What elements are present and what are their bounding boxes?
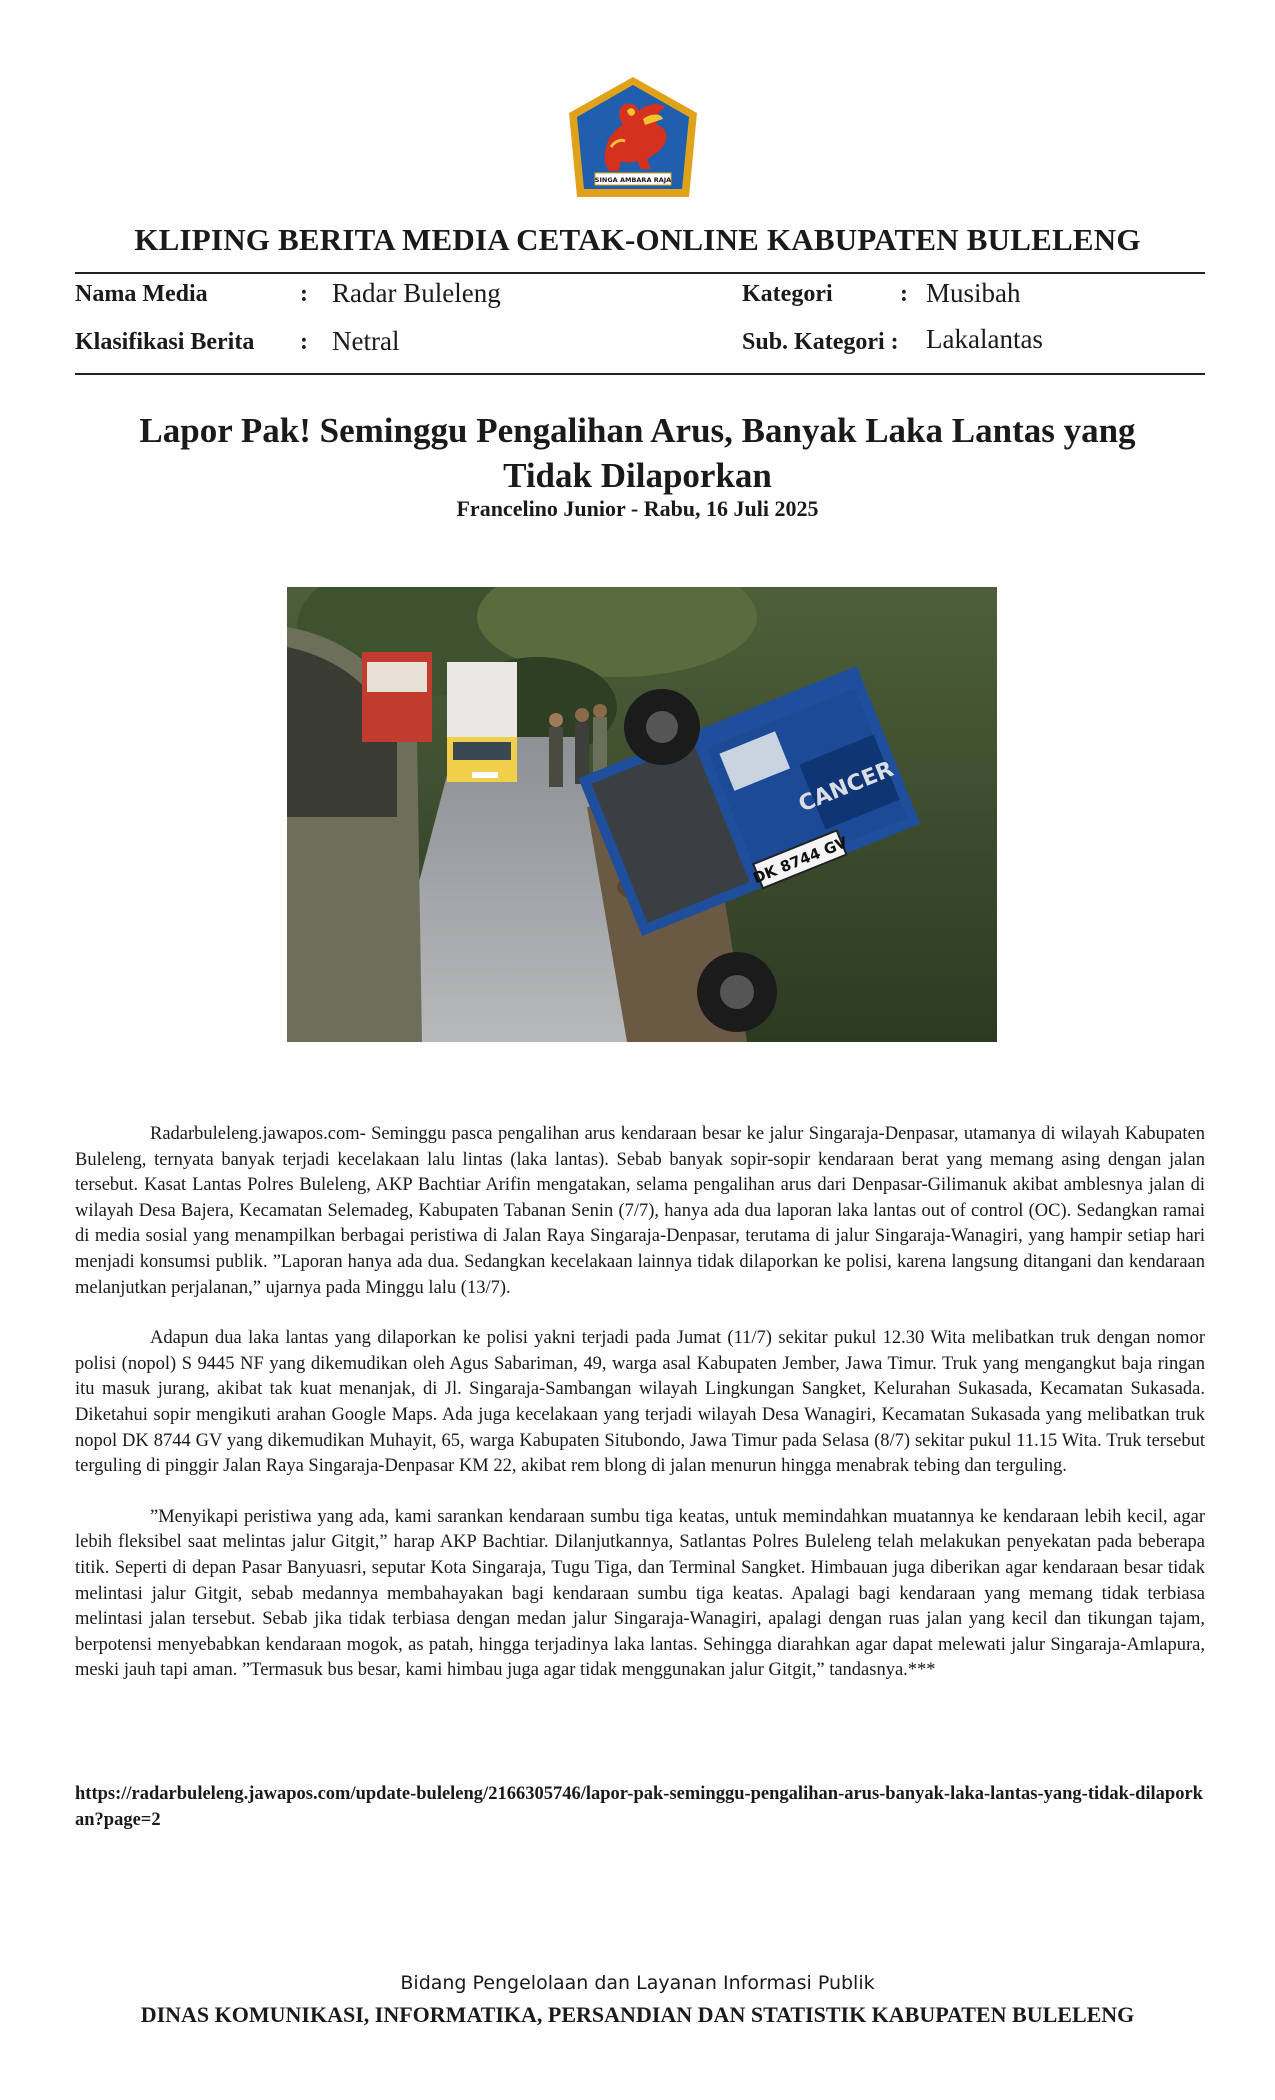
police-crest-logo [565,75,701,203]
classification-value: Netral [332,326,400,356]
classification-label: Klasifikasi Berita [75,329,255,355]
header-top-divider [75,272,1205,274]
subcategory-value: Lakalantas [926,324,1043,354]
clipping-title: KLIPING BERITA MEDIA CETAK-ONLINE KABUPATEN BULELENG [134,222,1141,257]
article-paragraph: ”Menyikapi peristiwa yang ada, kami sarankan kendaraan sumbu tiga keatas, untuk memindahkan muatannya ke kendaraan lebih kecil, agar lebih fleksibel saat melintas jalur Gitgit,” harap AKP Bachtiar. Dilanjutkannya, Satlantas Polres Buleleng telah melakukan penyekatan pada beberapa titik. Seperti di depan Pasar Banyuasri, seputar Kota Singaraja, Tugu Tiga, dan Terminal Sangket. Himbauan juga diberikan agar kendaraan besar tidak melintasi jalur Gitgit, sebab medannya membahayakan bagi kendaraan sumbu tiga keatas. Apalagi bagi kendaraan yang memang tidak terbiasa melintasi jalan tersebut. Sebab jika tidak terbiasa dengan medan jalur Singaraja-Wanagiri, apalagi dengan ruas jalan yang kecil dan tikungan tajam, berpotensi menyebabkan kendaraan mogok, as patah, hingga terjadinya laka lantas. Sehingga diarahkan agar dapat melewati jalur Singaraja-Amlapura, meski jauh tapi aman. ”Termasuk bus besar, kami himbau juga agar tidak menggunakan jalur Gitgit,” tandasnya.*** [75,1506,1205,1681]
classification-colon: : [300,329,308,355]
media-colon: : [300,281,308,307]
article-byline: Francelino Junior - Rabu, 16 Juli 2025 [456,496,819,521]
category-label: Kategori [742,281,833,307]
crest-emblem-icon [565,75,701,203]
footer-unit: Bidang Pengelolaan dan Layanan Informasi Publik [400,1972,875,1994]
subcategory-label: Sub. Kategori : [742,329,899,355]
article-headline: Lapor Pak! Seminggu Pengalihan Arus, Banyak Laka Lantas yang Tidak Dilaporkan [139,411,1136,495]
crest-motto: SINGA AMBARA RAJA [594,176,672,184]
article-paragraph: Radarbuleleng.jawapos.com- Seminggu pasca pengalihan arus kendaraan besar ke jalur Singaraja-Denpasar, utamanya di wilayah Kabupaten Buleleng, ternyata banyak terjadi kecelakaan lalu lintas (laka lantas). Sebab banyak sopir-sopir kendaraan berat yang memang asing dengan jalan tersebut. Kasat Lantas Polres Buleleng, AKP Bachtiar Arifin mengatakan, selama pengalihan arus dari Denpasar-Gilimanuk akibat amblesnya jalan di wilayah Desa Bajera, Kecamatan Selemadeg, Kabupaten Tabanan Senin (7/7), hanya ada dua laporan laka lantas out of control (OC). Sedangkan ramai di media sosial yang menampilkan berbagai peristiwa di Jalan Raya Singaraja-Denpasar, terutama di jalur Singaraja-Wanagiri, yang hampir setiap hari menjadi konsumsi publik. ”Laporan hanya ada dua. Sedangkan kecelakaan lainnya tidak dilaporkan ke polisi, karena langsung ditangani dan kendaraan melanjutkan perjalanan,” ujarnya pada Minggu lalu (13/7). [75,1124,1205,1298]
truck-license-plate: DK 8744 GV [750,833,851,888]
media-label: Nama Media [75,281,208,307]
article-body [75,1122,1205,1709]
article-paragraph: Adapun dua laka lantas yang dilaporkan ke polisi yakni terjadi pada Jumat (11/7) sekitar pukul 12.30 Wita melibatkan truk dengan nomor polisi (nopol) S 9445 NF yang dikemudikan oleh Agus Sabariman, 49, warga asal Kabupaten Jember, Jawa Timur. Truk yang mengangkut baja ringan itu masuk jurang, akibat tak kuat menanjak, di Jl. Singaraja-Sambangan wilayah Lingkungan Sangket, Kelurahan Sukasada, Kecamatan Sukasada. Diketahui sopir mengikuti arahan Google Maps. Ada juga kecelakaan yang terjadi wilayah Desa Wanagiri, Kecamatan Sukasada yang melibatkan truk nopol DK 8744 GV yang dikemudikan Muhayit, 65, warga Kabupaten Situbondo, Jawa Timur pada Selasa (8/7) sekitar pukul 11.15 Wita. Truk tersebut terguling di pinggir Jalan Raya Singaraja-Denpasar KM 22, akibat rem blong di jalan menurun hingga menabrak tebing dan terguling. [75,1328,1205,1477]
category-value: Musibah [926,278,1021,308]
accident-photo [287,587,997,1042]
source-link[interactable]: https://radarbuleleng.jawapos.com/update-buleleng/2166305746/lapor-pak-seminggu-pengalihan-arus-banyak-laka-lantas-yang-tidak-dilaporkan?page=2 [75,1784,1203,1830]
overturned-truck-image [287,587,997,1042]
header-bottom-divider [75,373,1205,375]
footer-organization: DINAS KOMUNIKASI, INFORMATIKA, PERSANDIAN DAN STATISTIK KABUPATEN BULELENG [140,2002,1135,2027]
media-value: Radar Buleleng [332,278,501,308]
category-colon: : [900,281,908,307]
truck-lettering: CANCER [795,756,898,818]
